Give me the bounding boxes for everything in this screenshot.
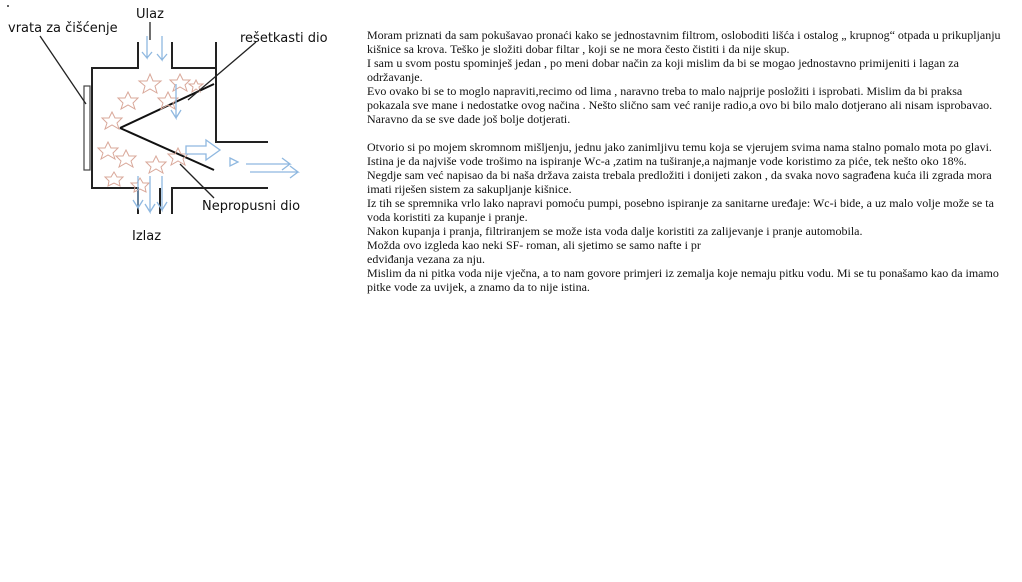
label-inlet: Ulaz — [136, 7, 164, 22]
outlet-arrow-right-2 — [250, 166, 298, 178]
label-cleaning-door: vrata za čišćenje — [8, 21, 118, 36]
paragraph: Moram priznati da sam pokušavao pronaći kako se jednostavnim filtrom, osloboditi lišća i ostalog „ krupnog“ otpada u prikupljanju kišnice sa krova. Teško je složiti dobar filtar , koji se ne mora često čistiti i da nije skup. — [367, 28, 1001, 56]
leader-lines — [40, 22, 256, 198]
article-text — [367, 28, 1007, 294]
grate-cone — [120, 84, 214, 170]
outlet-arrow-right — [246, 158, 290, 170]
paragraph: Istina je da najviše vode trošimo na ispiranje Wc-a ,zatim na tuširanje,a najmanje vode koristimo za piće, tek nešto oko 18%. — [367, 154, 967, 168]
paragraph: I sam u svom postu spominješ jedan , po meni dobar način za koji mislim da bi se mogao jednostavno primijeniti i lagan za održavanje. — [367, 56, 959, 84]
paragraph: Evo ovako bi se to moglo napraviti,recimo od lima , naravno treba to malo najprije posložiti i isprobati. Mislim da bi praksa pokazala sve mane i nedostatke ovog načina . Nešto slično sam već ranije radio,a ovo bi bilo malo dotjerano ali nisam isprobavao. Naravno da se sve dade još bolje dotjerati. — [367, 84, 993, 126]
debris-stars — [98, 74, 203, 192]
filter-diagram — [0, 0, 360, 260]
paragraph: Negdje sam već napisao da bi naša država zaista trebala predložiti i donijeti zakon , da svaka novo sagrađena kuća ili zgrada mora imati riješen sistem za sakupljanje kišnice. — [367, 168, 992, 196]
paragraph: Mislim da ni pitka voda nije vječna, a to nam govore primjeri iz zemalja koje nemaju pitku vodu. Mi se tu ponašamo kao da imamo pitke vode za uvijek, a znamo da to nije istina. — [367, 266, 999, 294]
paragraph: Otvorio si po mojem skromnom mišljenju, jednu jako zanimljivu temu koja se vjerujem svima nama stalno pomalo mota po glavi. — [367, 140, 992, 154]
flow-arrow-center — [186, 140, 220, 160]
inlet-arrow-right — [157, 36, 167, 60]
label-impermeable-part: Nepropusni dio — [202, 199, 301, 214]
paragraph: Možda ovo izgleda kao neki SF- roman, ali sjetimo se samo nafte i pr — [367, 238, 701, 252]
label-outlet: Izlaz — [132, 229, 162, 244]
paragraph: Iz tih se spremnika vrlo lako napravi pomoću pumpi, posebno ispiranje za sanitarne uređaje: Wc-i bide, a uz malo volje može se ta voda koristiti za kupanje i pranje. — [367, 196, 994, 224]
flow-arrow-small — [230, 158, 238, 166]
paragraph: edviđanja vezana za nju. — [367, 252, 485, 266]
paragraph-gap — [367, 126, 1007, 140]
outlet-arrow-down-2 — [145, 176, 155, 212]
cleaning-door — [84, 86, 90, 170]
outlet-arrow-down-3 — [157, 176, 167, 210]
label-grate-part: rešetkasti dio — [240, 31, 328, 46]
paragraph: Nakon kupanja i pranja, filtriranjem se može ista voda dalje koristiti za zalijevanje i pranje automobila. — [367, 224, 863, 238]
stray-dot — [7, 5, 9, 7]
